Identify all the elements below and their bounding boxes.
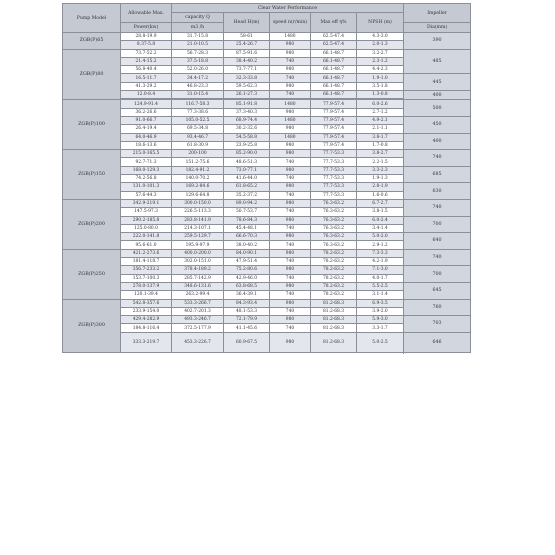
cell-max-eff: 77.7-53.3 [311, 150, 357, 158]
cell-capacity: 105.0-52.5 [172, 116, 224, 124]
cell-impeller-dia: 740 [404, 150, 471, 167]
cell-impeller-dia: 700 [404, 216, 471, 233]
cell-power: 28.8-19.9 [121, 33, 172, 41]
cell-speed: 980 [270, 299, 311, 307]
cell-max-eff: 81.2-68.3 [311, 332, 357, 352]
cell-max-eff: 66.1-48.7 [311, 57, 357, 65]
cell-capacity: 31.0-15.4 [172, 91, 224, 99]
cell-npsh: 3.9-2.0 [357, 307, 404, 315]
cell-power: 542.8-357.6 [121, 299, 172, 307]
cell-head: 38.0-40.2 [224, 241, 270, 249]
cell-max-eff: 77.7-53.3 [311, 191, 357, 199]
cell-speed: 1480 [270, 133, 311, 141]
cell-head: 87.5-91.6 [224, 49, 270, 57]
cell-impeller-dia: 740 [404, 249, 471, 266]
cell-npsh: 4.3-3.0 [357, 33, 404, 41]
cell-max-eff: 81.2-68.3 [311, 307, 357, 315]
cell-power: 95.6-61.0 [121, 241, 172, 249]
header-npsh: NPSH (m) [357, 13, 404, 33]
cell-max-eff [311, 352, 357, 353]
cell-capacity: 37.5-18.8 [172, 57, 224, 65]
cell-speed: 1480 [270, 33, 311, 41]
cell-npsh: 2.9-1.2 [357, 241, 404, 249]
cell-capacity: 34.4-17.2 [172, 74, 224, 82]
cell-head: 59.5-62.3 [224, 82, 270, 90]
cell-capacity: 46.8-23.3 [172, 82, 224, 90]
cell-capacity: 214.3-107.1 [172, 224, 224, 232]
cell-capacity: 93.4-46.7 [172, 133, 224, 141]
cell-capacity: 259.5-129.7 [172, 233, 224, 241]
cell-head: 84.3-93.4 [224, 299, 270, 307]
header-capacity-unit: m3 /h [172, 23, 224, 33]
cell-speed: 980 [270, 66, 311, 74]
cell-max-eff: 77.7-53.3 [311, 158, 357, 166]
cell-impeller-dia: 703 [404, 316, 471, 333]
cell-speed: 740 [270, 307, 311, 315]
table-row [63, 249, 471, 257]
table-row [63, 299, 471, 307]
cell-max-eff: 66.1-48.7 [311, 74, 357, 82]
cell-power: 26.4-19.4 [121, 125, 172, 133]
cell-max-eff: 81.2-68.3 [311, 299, 357, 307]
table-row [63, 74, 471, 82]
cell-impeller-dia: 400 [404, 133, 471, 150]
cell-head: 45.4-48.1 [224, 224, 270, 232]
cell-head: 84.0-90.1 [224, 249, 270, 257]
cell-pump-model: ZGB(P)100 [63, 100, 121, 150]
cell-npsh: 6.7-2.7 [357, 199, 404, 207]
cell-head: 41.1-45.6 [224, 324, 270, 332]
cell-npsh [357, 352, 404, 353]
cell-head: 48.1-53.3 [224, 307, 270, 315]
cell-speed: 980 [270, 249, 311, 257]
cell-speed: 740 [270, 191, 311, 199]
cell-head: 38.4-40.2 [224, 57, 270, 65]
cell-head: 35.2-37.2 [224, 191, 270, 199]
cell-capacity [172, 352, 224, 353]
cell-power: 181.4-118.7 [121, 258, 172, 266]
table-row [63, 316, 471, 324]
cell-speed: 980 [270, 316, 311, 324]
cell-speed: 740 [270, 158, 311, 166]
cell-power: 73.7-52.2 [121, 49, 172, 57]
cell-speed: 740 [270, 208, 311, 216]
cell-head: 54.5-58.8 [224, 133, 270, 141]
performance-table-container [62, 3, 470, 353]
cell-max-eff: 76.3-63.2 [311, 208, 357, 216]
cell-speed: 980 [270, 82, 311, 90]
cell-power: 21.4-15.2 [121, 57, 172, 65]
cell-head: 30.2-32.6 [224, 125, 270, 133]
cell-speed: 980 [270, 216, 311, 224]
header-capacity: capacity Q [172, 13, 224, 23]
header-impeller-dia: Dia(mm) [404, 23, 471, 33]
cell-npsh: 3.1-1.4 [357, 291, 404, 299]
cell-speed: 740 [270, 324, 311, 332]
cell-capacity: 77.3-38.6 [172, 108, 224, 116]
cell-power: 333.3-219.7 [121, 332, 172, 352]
table-row [63, 49, 471, 57]
cell-impeller-dia: 646 [404, 332, 471, 353]
cell-max-eff: 76.3-63.2 [311, 216, 357, 224]
cell-power: 147.5-97.3 [121, 208, 172, 216]
table-header-row [63, 4, 471, 13]
cell-power: 278.0-137.9 [121, 282, 172, 290]
cell-npsh: 5.5-2.5 [357, 282, 404, 290]
cell-max-eff: 77.9-57.4 [311, 141, 357, 149]
table-row [63, 332, 471, 352]
header-clear-water: Clear Water Performance [172, 4, 404, 13]
cell-npsh: 1.3-0.8 [357, 91, 404, 99]
cell-capacity: 285.7-142.9 [172, 274, 224, 282]
cell-npsh: 6.9-3.5 [357, 299, 404, 307]
cell-power: 64.0-46.9 [121, 133, 172, 141]
cell-head: 50.7-53.7 [224, 208, 270, 216]
cell-power: 222.0-141.8 [121, 233, 172, 241]
cell-max-eff: 81.2-68.3 [311, 324, 357, 332]
cell-head: 37.3-40.3 [224, 108, 270, 116]
cell-capacity: 302.0-151.0 [172, 258, 224, 266]
cell-power: 125.0-80.0 [121, 224, 172, 232]
cell-capacity: 52.0-26.0 [172, 66, 224, 74]
cell-capacity: 69.5-34.8 [172, 125, 224, 133]
cell-head: 85.1-91.8 [224, 100, 270, 108]
cell-impeller-dia: 740 [404, 199, 471, 216]
cell-max-eff: 81.2-68.3 [311, 316, 357, 324]
cell-capacity: 61.8-30.9 [172, 141, 224, 149]
cell-head: 23.9-25.8 [224, 141, 270, 149]
cell-max-eff: 62.5-47.4 [311, 41, 357, 49]
pump-performance-table [62, 3, 471, 353]
cell-impeller-dia: 485 [404, 49, 471, 74]
cell-npsh: 3.8-1.7 [357, 133, 404, 141]
table-body [63, 33, 471, 353]
cell-head: 75.2-80.6 [224, 266, 270, 274]
cell-max-eff: 76.3-63.2 [311, 199, 357, 207]
cell-power: 120.1-39.4 [121, 291, 172, 299]
cell-npsh: 1.9-1.3 [357, 175, 404, 183]
cell-max-eff: 66.1-48.7 [311, 49, 357, 57]
cell-head: 61.8-65.2 [224, 183, 270, 191]
cell-impeller-dia: 500 [404, 100, 471, 117]
cell-capacity: 116.7-58.3 [172, 100, 224, 108]
cell-npsh: 1.6-0.6 [357, 191, 404, 199]
cell-speed: 740 [270, 241, 311, 249]
cell-power: 12.0-8.4 [121, 91, 172, 99]
cell-speed [270, 352, 311, 353]
cell-npsh: 4.2-1.9 [357, 258, 404, 266]
cell-capacity: 283.8-141.9 [172, 216, 224, 224]
cell-capacity: 348.6-131.6 [172, 282, 224, 290]
cell-capacity: 182.4-91.2 [172, 166, 224, 174]
cell-pump-model: ZGB(P)300 [63, 299, 121, 353]
cell-max-eff: 77.9-57.4 [311, 100, 357, 108]
cell-head: 68.9-74.4 [224, 116, 270, 124]
cell-npsh: 2.7-1.2 [357, 108, 404, 116]
cell-power: 36.2-26.6 [121, 108, 172, 116]
cell-impeller-dia: 645 [404, 282, 471, 299]
cell-speed: 980 [270, 166, 311, 174]
cell-max-eff: 76.3-63.2 [311, 224, 357, 232]
cell-max-eff: 77.7-53.3 [311, 183, 357, 191]
cell-speed: 740 [270, 175, 311, 183]
cell-power: 131.0-101.3 [121, 183, 172, 191]
table-row [63, 166, 471, 174]
table-row [63, 133, 471, 141]
cell-capacity: 493.3-246.7 [172, 316, 224, 324]
cell-impeller-dia: 445 [404, 74, 471, 91]
cell-speed: 980 [270, 282, 311, 290]
header-speed: speed n(r/min) [270, 13, 311, 33]
cell-power: 168.0-129.3 [121, 166, 172, 174]
header-impeller: Impeller [404, 4, 471, 23]
cell-head: 63.8-68.5 [224, 282, 270, 290]
cell-npsh: 7.3-3.3 [357, 249, 404, 257]
table-row [63, 199, 471, 207]
cell-head: 73.7-77.1 [224, 66, 270, 74]
cell-impeller-dia: 450 [404, 116, 471, 133]
cell-capacity: 226.5-113.3 [172, 208, 224, 216]
cell-speed: 980 [270, 199, 311, 207]
cell-max-eff: 66.1-48.7 [311, 91, 357, 99]
cell-max-eff: 77.9-57.4 [311, 125, 357, 133]
cell-npsh: 5.0-2.0 [357, 233, 404, 241]
cell-max-eff: 78.2-63.2 [311, 291, 357, 299]
cell-speed: 980 [270, 141, 311, 149]
cell-npsh: 5.0-2.5 [357, 332, 404, 352]
cell-head: 41.6-44.0 [224, 175, 270, 183]
cell-capacity: 400.0-200.0 [172, 249, 224, 257]
cell-power: 184.8-116.4 [121, 324, 172, 332]
cell-speed: 980 [270, 41, 311, 49]
cell-capacity: 372.5-177.9 [172, 324, 224, 332]
cell-max-eff: 78.2-63.2 [311, 274, 357, 282]
cell-impeller-dia: 390 [404, 33, 471, 50]
cell-head: 66.6-70.3 [224, 233, 270, 241]
cell-npsh: 2.3-1.2 [357, 57, 404, 65]
cell-speed: 980 [270, 266, 311, 274]
cell-speed: 980 [270, 233, 311, 241]
cell-max-eff: 77.7-53.3 [311, 175, 357, 183]
cell-speed: 740 [270, 57, 311, 65]
cell-power [121, 352, 172, 353]
cell-capacity: 200-100 [172, 150, 224, 158]
cell-speed: 980 [270, 183, 311, 191]
cell-head: 48.6-51.3 [224, 158, 270, 166]
cell-power: 233.9-154.0 [121, 307, 172, 315]
cell-capacity: 151.2-75.6 [172, 158, 224, 166]
cell-head [224, 352, 270, 353]
cell-head: 32.3-33.8 [224, 74, 270, 82]
cell-capacity: 300.0-150.0 [172, 199, 224, 207]
cell-head: 60.9-67.5 [224, 332, 270, 352]
cell-power: 356.7-233.2 [121, 266, 172, 274]
cell-head: 42.9-46.0 [224, 274, 270, 282]
cell-power: 342.9-219.1 [121, 199, 172, 207]
cell-head: 85.2-90.0 [224, 150, 270, 158]
cell-speed: 740 [270, 274, 311, 282]
cell-max-eff: 76.3-63.2 [311, 241, 357, 249]
cell-capacity: 31.7-15.8 [172, 33, 224, 41]
table-row [63, 150, 471, 158]
cell-pump-model: ZGB(P)150 [63, 150, 121, 200]
cell-power: 290.2-185.8 [121, 216, 172, 224]
cell-head: 26.1-27.3 [224, 91, 270, 99]
cell-npsh: 4.4-2.3 [357, 66, 404, 74]
cell-head: 73.0-77.1 [224, 166, 270, 174]
cell-capacity: 402.7-201.3 [172, 307, 224, 315]
cell-power: 56.8-40.4 [121, 66, 172, 74]
cell-power: 429.4-282.9 [121, 316, 172, 324]
cell-impeller-dia: 685 [404, 166, 471, 183]
cell-max-eff: 77.7-53.3 [311, 166, 357, 174]
cell-capacity: 263.2-99.4 [172, 291, 224, 299]
cell-npsh: 3.3-1.7 [357, 324, 404, 332]
header-head: Head H(m) [224, 13, 270, 33]
cell-head: 58-61 [224, 33, 270, 41]
cell-capacity: 56.7-28.3 [172, 49, 224, 57]
cell-power: 421.2-273.6 [121, 249, 172, 257]
cell-max-eff: 66.1-48.7 [311, 82, 357, 90]
cell-power: 153.7-100.3 [121, 274, 172, 282]
cell-impeller-dia: 630 [404, 183, 471, 200]
cell-max-eff: 77.9-57.4 [311, 116, 357, 124]
cell-speed: 740 [270, 224, 311, 232]
cell-head: 78.6-84.3 [224, 216, 270, 224]
cell-pump-model: ZGB(P)65 [63, 33, 121, 50]
cell-npsh: 2.8-1.9 [357, 183, 404, 191]
cell-max-eff: 78.2-63.2 [311, 258, 357, 266]
cell-npsh: 4.9-2.1 [357, 116, 404, 124]
cell-power: 18.6-13.6 [121, 141, 172, 149]
cell-pump-model: ZGB(P)200 [63, 199, 121, 249]
header-pump-model: Pump Model [63, 4, 121, 33]
cell-power: 41.3-29.2 [121, 82, 172, 90]
cell-impeller-dia: 640 [404, 233, 471, 250]
cell-speed: 1480 [270, 116, 311, 124]
cell-capacity: 533.3-266.7 [172, 299, 224, 307]
cell-capacity: 195.9-97.9 [172, 241, 224, 249]
cell-npsh: 3.8-1.5 [357, 208, 404, 216]
cell-speed: 980 [270, 332, 311, 352]
table-row [63, 33, 471, 41]
table-row [63, 233, 471, 241]
cell-power: 57.6-44.3 [121, 191, 172, 199]
cell-impeller-dia: 400 [404, 91, 471, 100]
cell-max-eff: 76.3-63.2 [311, 233, 357, 241]
cell-head: 36.4-39.1 [224, 291, 270, 299]
cell-speed: 740 [270, 91, 311, 99]
table-row [63, 266, 471, 274]
table-row [63, 100, 471, 108]
cell-npsh: 4.0-1.7 [357, 274, 404, 282]
cell-max-eff: 78.2-63.2 [311, 282, 357, 290]
cell-npsh: 3.4-1.4 [357, 224, 404, 232]
cell-pump-model: ZGB(P)80 [63, 49, 121, 100]
cell-npsh: 3.2-2.7 [357, 49, 404, 57]
cell-head: 47.9-51.4 [224, 258, 270, 266]
cell-capacity: 129.6-64.8 [172, 191, 224, 199]
cell-speed: 740 [270, 258, 311, 266]
header-max-eff: Max eff η% [311, 13, 357, 33]
cell-power: 215.0-165.5 [121, 150, 172, 158]
cell-speed: 980 [270, 150, 311, 158]
cell-speed: 740 [270, 74, 311, 82]
cell-max-eff: 66.1-48.7 [311, 66, 357, 74]
cell-npsh: 1.9-1.0 [357, 74, 404, 82]
cell-npsh: 6.0-2.6 [357, 100, 404, 108]
cell-npsh: 1.7-0.8 [357, 141, 404, 149]
cell-speed: 740 [270, 291, 311, 299]
table-row [63, 116, 471, 124]
cell-power: 8.37-5.8 [121, 41, 172, 49]
cell-npsh: 5.9-3.0 [357, 316, 404, 324]
cell-impeller-dia: 700 [404, 266, 471, 283]
cell-npsh: 3.3-2.3 [357, 166, 404, 174]
cell-power: 16.5-11.7 [121, 74, 172, 82]
cell-speed: 980 [270, 125, 311, 133]
header-power: Power(kw) [121, 23, 172, 33]
cell-max-eff: 77.9-57.4 [311, 133, 357, 141]
header-allowable-max: Allowable Max. [121, 4, 172, 23]
cell-npsh: 2.1-1.1 [357, 125, 404, 133]
cell-capacity: 378.4-189.2 [172, 266, 224, 274]
table-row [63, 216, 471, 224]
cell-max-eff: 62.5-47.4 [311, 33, 357, 41]
cell-capacity: 140.0-70.2 [172, 175, 224, 183]
cell-impeller-dia: 760 [404, 299, 471, 316]
cell-power: 124.9-91.4 [121, 100, 172, 108]
table-row [63, 183, 471, 191]
cell-capacity: 453.3-226.7 [172, 332, 224, 352]
cell-speed: 980 [270, 108, 311, 116]
cell-head: 25.4-26.7 [224, 41, 270, 49]
cell-npsh: 2.0-1.3 [357, 41, 404, 49]
cell-speed: 980 [270, 49, 311, 57]
cell-npsh: 3.5-1.8 [357, 82, 404, 90]
cell-max-eff: 78.2-63.2 [311, 249, 357, 257]
cell-capacity: 21.0-10.5 [172, 41, 224, 49]
cell-power: 74.2-56.8 [121, 175, 172, 183]
cell-max-eff: 78.2-63.2 [311, 266, 357, 274]
cell-head: 89.0-94.2 [224, 199, 270, 207]
cell-npsh: 6.0-2.4 [357, 216, 404, 224]
table-row [63, 91, 471, 99]
cell-npsh: 2.2-1.5 [357, 158, 404, 166]
cell-max-eff: 77.9-57.4 [311, 108, 357, 116]
cell-head: 72.1-79.9 [224, 316, 270, 324]
table-row [63, 282, 471, 290]
cell-npsh: 3.8-2.7 [357, 150, 404, 158]
cell-capacity: 169.2-84.6 [172, 183, 224, 191]
cell-power: 91.0-66.7 [121, 116, 172, 124]
cell-npsh: 7.1-3.0 [357, 266, 404, 274]
cell-speed: 1480 [270, 100, 311, 108]
cell-power: 92.7-71.3 [121, 158, 172, 166]
cell-pump-model: ZGB(P)250 [63, 249, 121, 299]
